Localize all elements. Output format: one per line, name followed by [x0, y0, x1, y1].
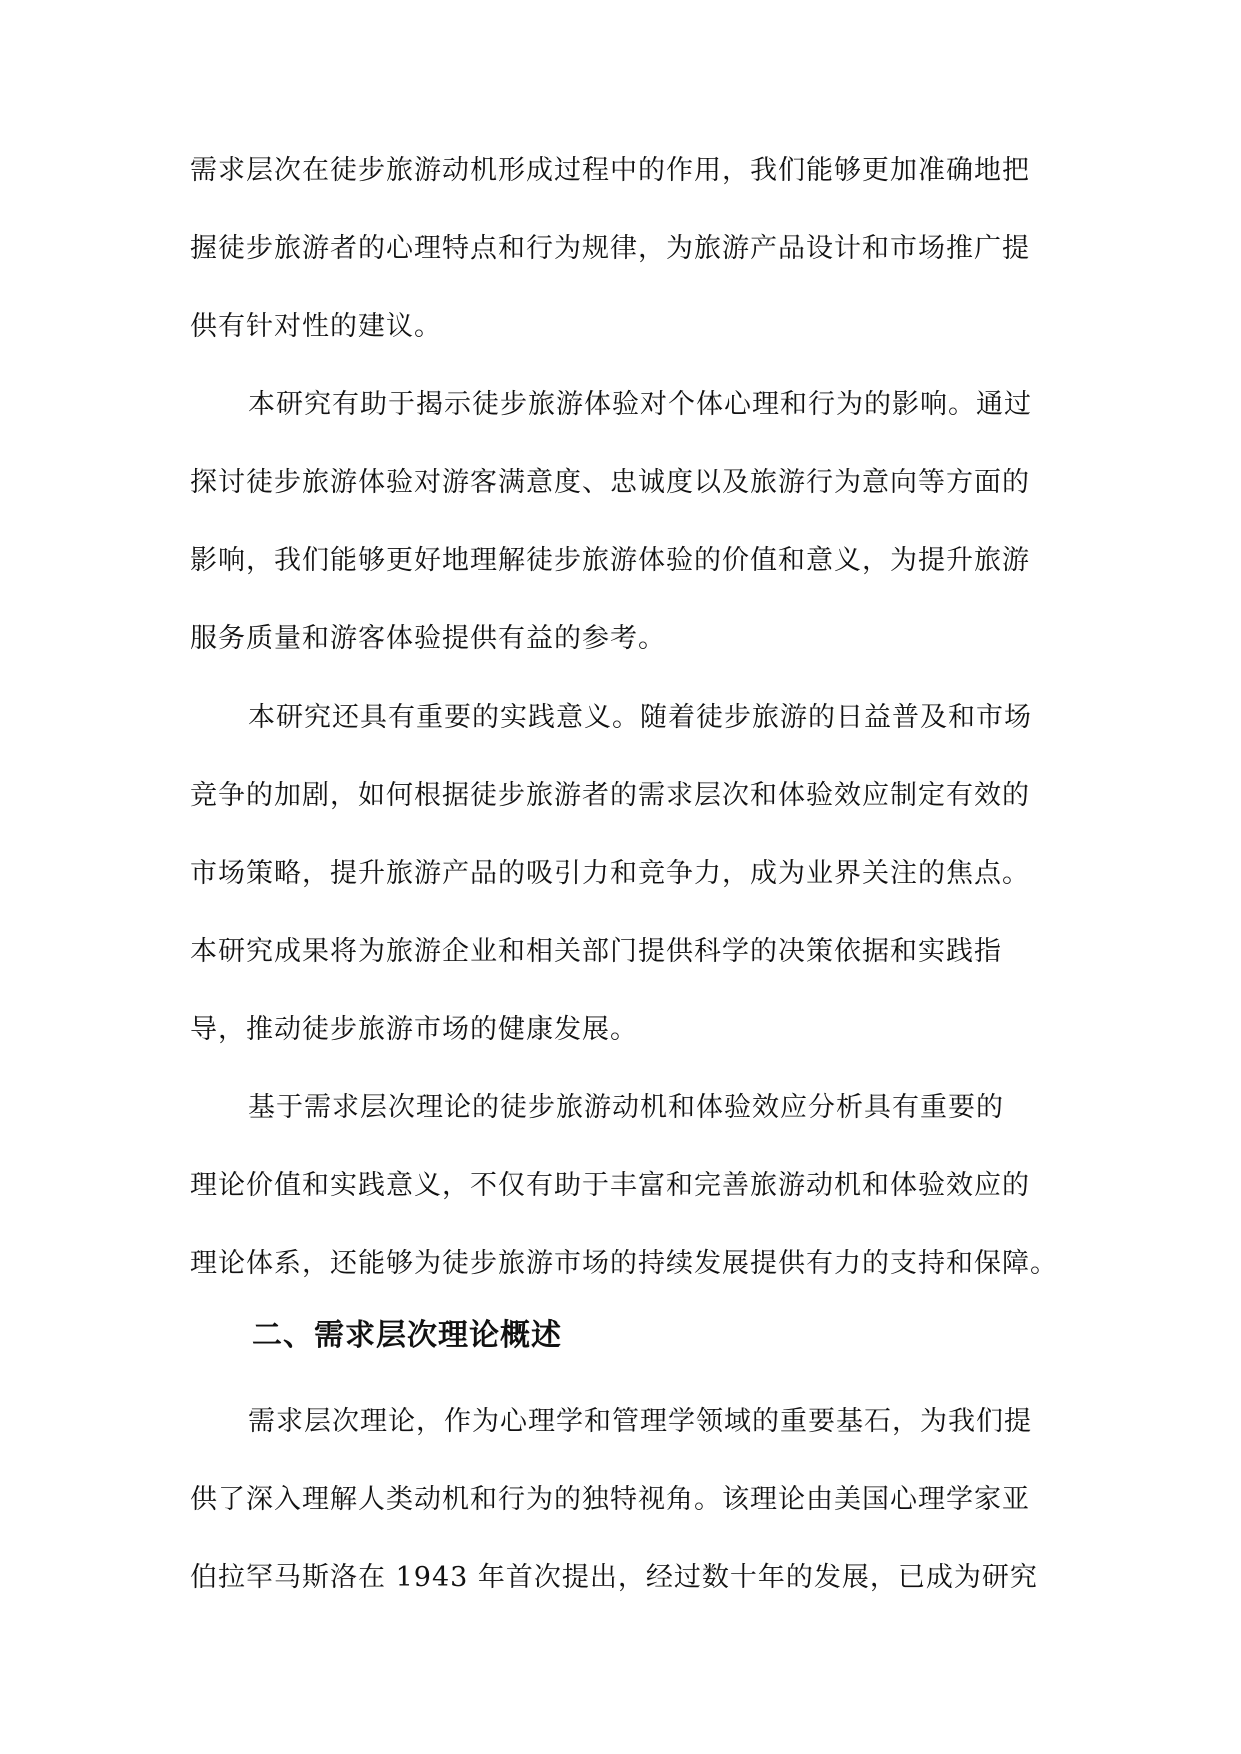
paragraph-1-line-1: 需求层次在徒步旅游动机形成过程中的作用，我们能够更加准确地把 — [190, 155, 1030, 186]
paragraph-2-line-3: 影响，我们能够更好地理解徒步旅游体验的价值和意义，为提升旅游 — [190, 545, 1030, 576]
paragraph-1-line-2: 握徒步旅游者的心理特点和行为规律，为旅游产品设计和市场推广提 — [190, 233, 1030, 264]
paragraph-3-line-5: 导，推动徒步旅游市场的健康发展。 — [190, 1014, 638, 1045]
paragraph-2-line-2: 探讨徒步旅游体验对游客满意度、忠诚度以及旅游行为意向等方面的 — [190, 467, 1030, 498]
paragraph-3-line-1: 本研究还具有重要的实践意义。随着徒步旅游的日益普及和市场 — [248, 702, 1032, 733]
section-paragraph-line-1: 需求层次理论，作为心理学和管理学领域的重要基石，为我们提 — [248, 1406, 1032, 1437]
section-heading: 二、需求层次理论概述 — [252, 1318, 562, 1353]
section-paragraph-line-3: 伯拉罕马斯洛在 1943 年首次提出，经过数十年的发展，已成为研究 — [190, 1562, 1038, 1593]
paragraph-3-line-3: 市场策略，提升旅游产品的吸引力和竞争力，成为业界关注的焦点。 — [190, 858, 1030, 889]
paragraph-4-line-2: 理论价值和实践意义，不仅有助于丰富和完善旅游动机和体验效应的 — [190, 1170, 1030, 1201]
paragraph-1-line-3: 供有针对性的建议。 — [190, 311, 442, 342]
paragraph-4-line-3: 理论体系，还能够为徒步旅游市场的持续发展提供有力的支持和保障。 — [190, 1248, 1058, 1279]
paragraph-2-line-1: 本研究有助于揭示徒步旅游体验对个体心理和行为的影响。通过 — [248, 389, 1032, 420]
paragraph-3-line-4: 本研究成果将为旅游企业和相关部门提供科学的决策依据和实践指 — [190, 936, 1002, 967]
paragraph-3-line-2: 竞争的加剧，如何根据徒步旅游者的需求层次和体验效应制定有效的 — [190, 780, 1030, 811]
paragraph-4-line-1: 基于需求层次理论的徒步旅游动机和体验效应分析具有重要的 — [248, 1092, 1004, 1123]
section-paragraph-line-2: 供了深入理解人类动机和行为的独特视角。该理论由美国心理学家亚 — [190, 1484, 1030, 1515]
paragraph-2-line-4: 服务质量和游客体验提供有益的参考。 — [190, 623, 666, 654]
